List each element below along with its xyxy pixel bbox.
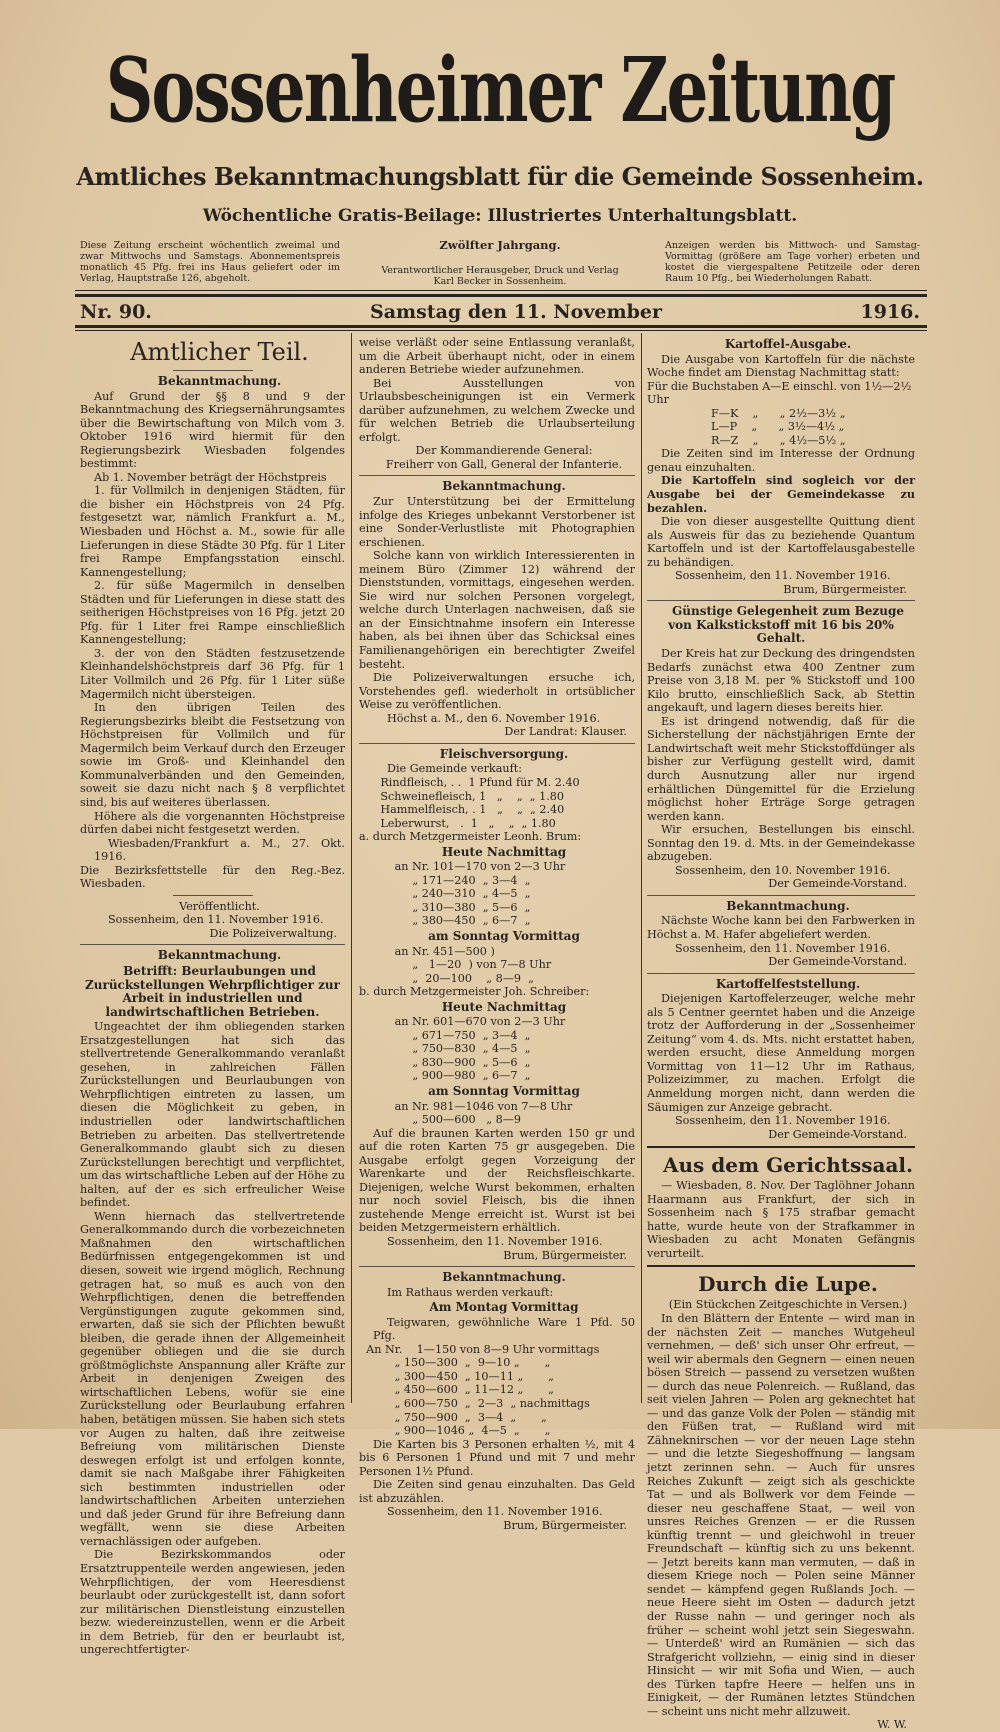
- paragraph: Zur Unterstützung bei der Ermittelung infolge des Krieges unbekannt Verstorbener ist eine Sonder-Verlustliste mit Photographien erschienen.: [359, 495, 635, 549]
- article-heading: Bekanntmachung.: [726, 898, 850, 913]
- paragraph: 3. der von den Städten festzusetzende Kleinhandelshöchstpreis darf 36 Pfg. für 1 Liter Vollmilch und 26 Pfg. für 1 Liter süße Magermilch nicht übersteigen.: [80, 646, 345, 701]
- schedule-table: Für die Buchstaben A—E einschl. von 1½—2½ Uhr F—K „ „ 2½—3½ „ L—P „ „ 3½—4½ „ R—Z „ „ 4½—5½ „: [647, 379, 912, 447]
- paragraph: Ungeachtet der ihm obliegenden starken Ersatzgestellungen hat sich das stellvertretende Generalkommando veranlaßt gesehen, in zahlreichen Fällen Zurückstellungen und Beurlaubungen von Wehrpflichtigen eintreten zu lassen, um diesen die Möglichkeit zu geben, in industriellen oder landwirtschaftlichen Betrieben zu arbeiten. Das stellvertretende Generalkommando glaubt sich zu diesen Zurückstellungen berechtigt und verpflichtet, um das wirtschaftliche Leben auf der Höhe zu halten, auf der es sich erfreulicher Weise befindet.: [80, 1020, 345, 1210]
- divider: [647, 973, 915, 974]
- article-heading: Kartoffel-Ausgabe.: [724, 337, 852, 351]
- divider: [75, 330, 927, 331]
- issue-number: Nr. 90.: [80, 301, 152, 323]
- schedule-table: an Nr. 601—670 von 2—3 Uhr „ 671—750 „ 3—4 „ „ 750—830 „ 4—5 „ „ 830—900 „ 5—6 „ „ 900—980 „ 6—7 „: [394, 1015, 566, 1083]
- paragraph: Wenn hiernach das stellvertretende Generalkommando durch die vorbezeichneten Maßnahmen den wirtschaftlichen Bedürfnissen entgegengekommen ist und diesen, soweit wie irgend möglich, Rechnung getragen hat, so muß es auch von den Wehrpflichtigen, denen die betreffenden Vergünstigungen zugute gekommen sind, erwarten, daß sie sich der Pflichten bewußt bleiben, die gerade ihnen der Allgemeinheit gegenüber obliegen und die sie durch größtmöglichste Anspannung aller Kräfte zur Arbeit in denjenigen Zweigen des wirtschaftlichen Lebens, wofür sie eine Zurückstellung oder Beurlaubung erfahren haben, betätigen müssen. Sie haben sich stets vor Augen zu halten, daß ihre zeitweise Befreiung vom militärischen Dienste deswegen erfolgt ist und erfolgen konnte, damit sie nach Maßgabe ihrer Fähigkeiten sich bestimmten industriellen oder landwirtschaftlichen Arbeiten unterziehen und daß jeder Grund für ihre Befreiung dann wegfällt, wenn sie diese Arbeiten vernachlässigen oder aufgeben.: [80, 1209, 345, 1548]
- paragraph: b. durch Metzgermeister Joh. Schreiber:: [359, 985, 590, 999]
- divider: [359, 475, 635, 476]
- schedule-table: an Nr. 981—1046 von 7—8 Uhr „ 500—600 „ 8—9: [394, 1099, 573, 1127]
- dateline: Sossenheim, den 11. November 1916.: [675, 1114, 891, 1128]
- article-heading: Heute Nachmittag: [441, 844, 567, 859]
- issue-row: [80, 300, 920, 324]
- masthead-title: Sossenheimer Zeitung: [105, 37, 895, 143]
- dateline: Sossenheim, den 11. November 1916.: [387, 1235, 603, 1248]
- column-left: [80, 336, 345, 1657]
- dateline: Sossenheim, den 11. November 1916.: [387, 1505, 603, 1519]
- paragraph: Ab 1. November beträgt der Höchstpreis: [94, 470, 327, 484]
- signature: Der Gemeinde-Vorstand.: [768, 877, 907, 891]
- paragraph: Wir ersuchen, Bestellungen bis einschl. Sonntag den 19. d. Mts. in der Gemeindekasse abzugeben.: [647, 823, 915, 864]
- dateline: Im Rathaus werden verkauft:: [387, 1285, 554, 1299]
- article-heading: Bekanntmachung.: [442, 1270, 566, 1285]
- section-heading: Durch die Lupe.: [698, 1272, 878, 1297]
- paragraph: Die von dieser ausgestellte Quittung dient als Ausweis für das zu beziehende Quantum Kartoffeln und ist der Kartoffelausgabestelle zu behändigen.: [647, 515, 915, 569]
- divider: [75, 294, 927, 297]
- paragraph: Der Kreis hat zur Deckung des dringendsten Bedarfs zunächst etwa 400 Zentner zum Preise von 3,18 M. per % Stickstoff und 100 Kilo brutto, einschließlich Sack, ab Stettin angekauft, und lagern dieses bereits hier.: [647, 647, 915, 715]
- divider: [173, 370, 253, 371]
- volume-label: Zwölfter Jahrgang.: [439, 238, 561, 252]
- paragraph: Auf die braunen Karten werden 150 gr und auf die roten Karten 75 gr ausgegeben. Die Ausgabe erfolgt gegen Vorzeigung der Warenkarte und der Reichsfleischkarte. Diejenigen, welche Wurst bekommen, erhalten nur noch soviel Fleisch, bis die ihnen zustehende Menge erreicht ist. Wurst ist bei beiden Metzgermeistern erhältlich.: [359, 1126, 635, 1235]
- divider: [173, 895, 253, 896]
- signature: Der Landrat: Klauser.: [504, 725, 627, 739]
- divider: [75, 325, 927, 328]
- paragraph: — Wiesbaden, 8. Nov. Der Taglöhner Johann Haarmann aus Frankfurt, der sich in Sossenheim nach § 175 strafbar gemacht hatte, wurde heute von der Strafkammer in Wiesbaden zu acht Monaten Gefängnis verurteilt.: [647, 1179, 915, 1260]
- signature: Der Gemeinde-Vorstand.: [768, 1127, 907, 1141]
- paragraph: In den Blättern der Entente — wird man in der nächsten Zeit — manches Wutgeheul vernehmen, — deß' sich unser Ohr erfreut, — weil wir abermals den Gegnern — einen neuen bösen Streich — passend zu versetzen wußten — durch das neue Polenreich. — Rußland, das seit vielen Jahren — Polen arg geknechtet hat — und das ganze Volk der Polen — ständig mit den Füßen trat, — Rußland wird mit Zähneknirschen — vor der neuen Lage stehn — und die letzte Siegeshoffnung — langsam jetzt zerinnen sehn. — Auch für unsres Reiches Zukunft — zeigt sich als geschickte Tat — und als Bollwerk vor dem Feinde — dieser neu geschaffene Staat, — weil von unsres Reiches Grenzen — er die Russen künftig trennt — und gleichwohl in treuer Freundschaft — künftig sich zu uns bekennt. — Jetzt bereits kann man vermuten, — daß in diesem Kriege noch — Polen seine Männer sendet — kämpfend gegen Rußlands Joch. — neue Heere sieht im Osten — dadurch jetzt der Russe nahn — und geringer noch als früher — scheint wohl jetzt sein Siegeswahn. — Unterdeß' wird an Rumänien — sich das Strafgericht vollziehn, — einig sind in dieser Hinsicht — wir mit Sofia und Wien, — auch des Türken tapfre Heere — helfen uns in Einigkeit, — der Rumänen letztes Stündchen — scheint uns nicht mehr allzuweit.: [647, 1312, 915, 1718]
- paragraph: Diejenigen Kartoffelerzeuger, welche mehr als 5 Centner geerntet haben und die Anzeige trotz der Aufforderung in der „Sossenheimer Zeitung“ vom 4. ds. Mts. nicht erstattet haben, werden ersucht, diese Anmeldung morgen Vormittag von 11—12 Uhr im Rathaus, Polizeizimmer, zu machen. Erfolgt die Anmeldung morgen nicht, dann werden die Säumigen zur Anzeige gebracht.: [647, 992, 915, 1114]
- paragraph: Die Bezirksfettstelle für den Reg.-Bez. Wiesbaden.: [80, 863, 345, 891]
- divider: [75, 290, 927, 291]
- article-heading: Bekanntmachung.: [442, 479, 566, 494]
- paragraph: a. durch Metzgermeister Leonh. Brum:: [359, 830, 582, 844]
- schedule-table: an Nr. 101—170 von 2—3 Uhr „ 171—240 „ 3—4 „ „ 240—310 „ 4—5 „ „ 310—380 „ 5—6 „ „ 380—450 „ 6—7 „: [394, 860, 566, 928]
- paragraph: Höhere als die vorgenannten Höchstpreise dürfen dabei nicht festgesetzt werden.: [80, 809, 345, 837]
- paragraph: Die Bezirkskommandos oder Ersatztruppenteile werden angewiesen, jeden Wehrpflichtigen, der vom Heeresdienst beurlaubt oder zurückgestellt ist, dann sofort zur militärischen Dienstleistung einzustellen bezw. wiedereinzustellen, wenn er die Arbeit in dem Betrieb, für den er beurlaubt ist, ungerechtfertigter-: [80, 1548, 345, 1657]
- column-right: [647, 336, 915, 1732]
- issue-year: 1916.: [860, 301, 920, 323]
- issue-date: Samstag den 11. November: [370, 301, 662, 323]
- paragraph: Bei Ausstellungen von Urlaubsbescheinigungen ist ein Vermerk darüber aufzunehmen, zu welchem Zwecke und für welchen Betrieb die Urlaubserteilung erfolgt.: [359, 376, 635, 444]
- subscription-info: Diese Zeitung erscheint wöchentlich zweimal und zwar Mittwochs und Samstags. Abonnementspreis monatlich 45 Pfg. frei ins Haus geliefert oder im Verlag, Hauptstraße 126, abgeholt.: [80, 240, 340, 284]
- article-subheading: Betrifft: Beurlaubungen und Zurückstellungen Wehrpflichtiger zur Arbeit in industriellen und landwirtschaftlichen Betrieben.: [85, 963, 340, 1019]
- dateline: Wiesbaden/Frankfurt a. M., 27. Okt. 1916.: [94, 836, 345, 864]
- paragraph: Auf Grund der §§ 8 und 9 der Bekanntmachung des Kriegsernährungsamtes über die Bewirtschaftung von Milch vom 3. Oktober 1916 wird hiermit für den Regierungsbezirk Wiesbaden folgendes bestimmt:: [80, 389, 345, 471]
- publisher-info: [375, 240, 625, 287]
- publisher-text: Verantwortlicher Herausgeber, Druck und Verlag Karl Becker in Sossenheim.: [381, 265, 619, 287]
- column-divider: [641, 333, 642, 1403]
- dateline: Die Gemeinde verkauft:: [387, 762, 522, 776]
- paragraph: Die Karten bis 3 Personen erhalten ½, mit 4 bis 6 Personen 1 Pfund und mit 7 und mehr Personen 1½ Pfund.: [359, 1437, 635, 1478]
- column-divider: [351, 333, 352, 1403]
- masthead-supplement: Wöchentliche Gratis-Beilage: Illustriertes Unterhaltungsblatt.: [202, 206, 798, 226]
- masthead-subtitle: Amtliches Bekanntmachungsblatt für die Gemeinde Sossenheim.: [76, 162, 924, 191]
- paragraph: 1. für Vollmilch in denjenigen Städten, für die bisher ein Höchstpreis von 24 Pfg. festgesetzt war, nämlich Frankfurt a. M., Wiesbaden und Höchst a. M., sowie für alle Lieferungen in diese Städte 30 Pfg. für 1 Liter frei Rampe Empfangsstation einschl. Kannengestellung;: [80, 484, 345, 579]
- article-heading: am Sonntag Vormittag: [428, 928, 580, 943]
- article-heading: Bekanntmachung.: [157, 374, 282, 388]
- paragraph: In den übrigen Teilen des Regierungsbezirks bleibt die Festsetzung von Höchstpreisen für Vollmilch und für Magermilch beim Verkauf durch den Erzeuger sowie im Groß- und Kleinhandel den Kommunalverbänden und den Gemeinden, soweit sie dazu nicht nach § 8 verpflichtet sind, bis auf weiteres überlassen.: [80, 701, 345, 809]
- section-heading: Amtlicher Teil.: [130, 338, 309, 366]
- divider: [647, 1265, 915, 1267]
- schedule-table: An Nr. 1—150 von 8—9 Uhr vormittags „ 150—300 „ 9—10 „ „ „ 300—450 „ 10—11 „ „ „ 450—600 „ 11—12 „ „ „ 600—750 „ 2—3 „ nachmittags „ 750—900 „ 3—4 „ „ „ 900—1046 „ 4—5 „ „: [366, 1342, 600, 1438]
- signature: W. W.: [877, 1718, 907, 1732]
- advertising-info: Anzeigen werden bis Mittwoch- und Samstag-Vormittag (größere am Tage vorher) erbeten und kostet die viergespaltene Petitzeile oder deren Raum 10 Pfg., bei Wiederholungen Rabatt.: [665, 240, 920, 284]
- paragraph: Die Polizeiverwaltungen ersuche ich, Vorstehendes gefl. wiederholt in ortsüblicher Weise zu veröffentlichen.: [359, 671, 635, 712]
- article-heading: Bekanntmachung.: [157, 948, 282, 963]
- dateline: Teigwaren, gewöhnliche Ware 1 Pfd. 50 Pfg.: [373, 1315, 635, 1343]
- paragraph: Nächste Woche kann bei den Farbwerken in Höchst a. M. Hafer abgeliefert werden.: [647, 914, 915, 941]
- paragraph: Die Zeiten sind genau einzuhalten. Das Geld ist abzuzählen.: [359, 1478, 635, 1505]
- schedule-table: an Nr. 451—500 ) „ 1—20 ) von 7—8 Uhr „ 20—100 „ 8—9 „: [394, 944, 552, 985]
- signature: Der Gemeinde-Vorstand.: [768, 955, 907, 969]
- signature: Brum, Bürgermeister.: [503, 1518, 627, 1532]
- signature: Brum, Bürgermeister.: [783, 582, 907, 596]
- paragraph: Es ist dringend notwendig, daß für die Sicherstellung der nächstjährigen Ernte der Landwirtschaft weit mehr Stickstoffdünger als bisher zur Verfügung gestellt wird, damit durch Ausnutzung aller nur irgend erhältlichen Düngemittel für die Erzielung möglichst hoher Erträge Sorge getragen werden kann.: [647, 714, 915, 823]
- centered-line: Veröffentlicht.: [179, 899, 260, 913]
- schedule-table: Rindfleisch, . . 1 Pfund für M. 2.40 Schweinefleisch, 1 „ „ „ 1.80 Hammelfleisch, . 1 „ „ „ 2.40 Leberwurst, . 1 „ „ „ 1.80: [380, 775, 580, 830]
- divider: [359, 1266, 635, 1267]
- column-middle: [359, 336, 635, 1532]
- paragraph: Die Ausgabe von Kartoffeln für die nächste Woche findet am Dienstag Nachmittag statt:: [647, 352, 915, 380]
- paragraph: weise verläßt oder seine Entlassung veranlaßt, um die Arbeit überhaupt nicht, oder in einem anderen Betriebe wieder aufzunehmen.: [359, 336, 635, 377]
- article-heading: Heute Nachmittag: [441, 999, 567, 1014]
- article-subheading: Günstige Gelegenheit zum Bezuge von Kalkstickstoff mit 16 bis 20% Gehalt.: [668, 604, 904, 646]
- signature: Brum, Bürgermeister.: [503, 1248, 627, 1262]
- paragraph: Solche kann von wirklich Interessierenten in meinem Büro (Zimmer 12) während der Dienststunden, vormittags, eingesehen werden. Sie wird nur solchen Personen vorgelegt, welche durch Unterlagen nachweisen, daß sie an der Einsichtnahme insofern ein Interesse haben, als bei ihnen über das Schicksal eines Familienangehörigen ein berechtigter Zweifel besteht.: [359, 549, 635, 671]
- paragraph: 2. für süße Magermilch in denselben Städten und für Lieferungen in diese statt des seitherigen Höchstpreises von 16 Pfg. jetzt 20 Pfg. für 1 Liter frei Rampe einschließlich Kannengestellung;: [80, 579, 345, 647]
- article-heading: Am Montag Vormittag: [429, 1300, 579, 1315]
- centered-line: Freiherr von Gall, General der Infanterie.: [385, 457, 623, 471]
- dateline: Sossenheim, den 10. November 1916.: [675, 863, 891, 877]
- signature: Die Polizeiverwaltung.: [209, 926, 337, 940]
- paragraph: Die Zeiten sind im Interesse der Ordnung genau einzuhalten.: [647, 447, 915, 474]
- section-heading: Aus dem Gerichtssaal.: [662, 1153, 913, 1178]
- dateline: Höchst a. M., den 6. November 1916.: [387, 711, 601, 725]
- article-heading: Kartoffelfeststellung.: [715, 976, 861, 991]
- divider: [80, 944, 345, 945]
- article-heading: Fleischversorgung.: [439, 746, 569, 761]
- dateline: Sossenheim, den 11. November 1916.: [675, 941, 891, 955]
- divider: [359, 743, 635, 744]
- divider: [647, 1146, 915, 1148]
- article-heading: am Sonntag Vormittag: [428, 1083, 580, 1098]
- centered-line: (Ein Stückchen Zeitgeschichte in Versen.): [668, 1298, 908, 1312]
- divider: [647, 600, 915, 601]
- centered-line: Der Kommandierende General:: [415, 444, 593, 458]
- bold-paragraph: Die Kartoffeln sind sogleich vor der Ausgabe bei der Gemeindekasse zu bezahlen.: [647, 473, 915, 515]
- divider: [647, 895, 915, 896]
- dateline: Sossenheim, den 11. November 1916.: [675, 569, 891, 583]
- dateline: Sossenheim, den 11. November 1916.: [108, 913, 324, 927]
